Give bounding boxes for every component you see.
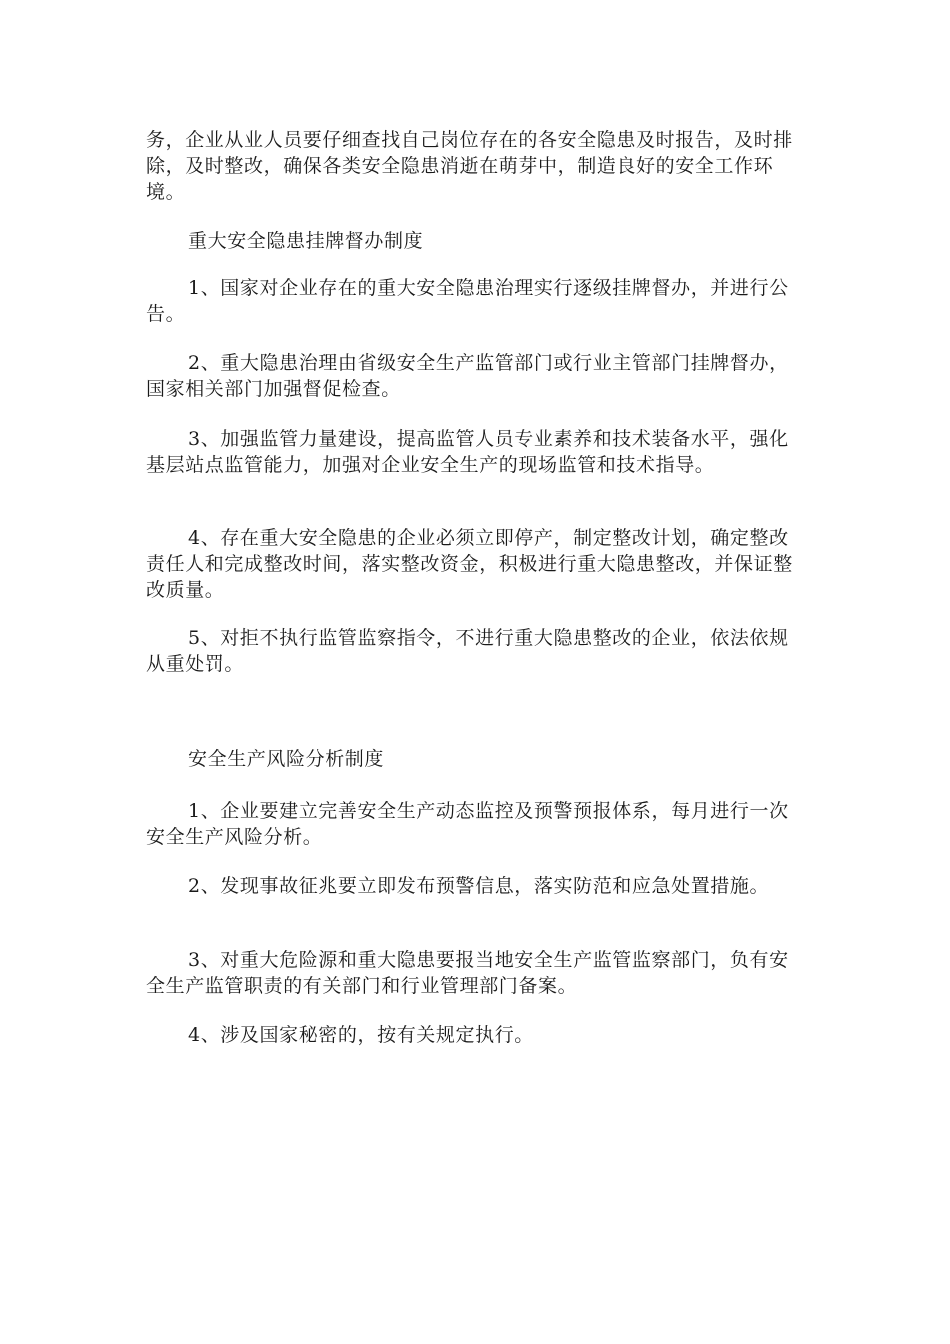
section2-item-3: 3、对重大危险源和重大隐患要报当地安全生产监管监察部门，负有安全生产监管职责的有关部门和行业管理部门备案。: [146, 949, 789, 997]
section2-item-2: 2、发现事故征兆要立即发布预警信息，落实防范和应急处置措施。: [188, 875, 770, 897]
section-heading-major-hazard-supervision: 重大安全隐患挂牌督办制度: [188, 230, 424, 252]
section2-item-4: 4、涉及国家秘密的，按有关规定执行。: [188, 1024, 534, 1046]
intro-paragraph: 务，企业从业人员要仔细查找自己岗位存在的各安全隐患及时报告，及时排除，及时整改，确保各类安全隐患消逝在萌芽中，制造良好的安全工作环境。: [146, 129, 793, 203]
section2-item-1: 1、企业要建立完善安全生产动态监控及预警预报体系，每月进行一次安全生产风险分析。: [146, 800, 789, 848]
section1-item-4: 4、存在重大安全隐患的企业必须立即停产，制定整改计划，确定整改责任人和完成整改时间，落实整改资金，积极进行重大隐患整改，并保证整改质量。: [146, 527, 793, 601]
section1-item-3: 3、加强监管力量建设，提高监管人员专业素养和技术装备水平，强化基层站点监管能力，加强对企业安全生产的现场监管和技术指导。: [146, 428, 789, 476]
section1-item-1: 1、国家对企业存在的重大安全隐患治理实行逐级挂牌督办，并进行公告。: [146, 277, 789, 325]
section-heading-risk-analysis: 安全生产风险分析制度: [188, 748, 385, 770]
section1-item-2: 2、重大隐患治理由省级安全生产监管部门或行业主管部门挂牌督办，国家相关部门加强督促检查。: [146, 352, 789, 400]
section1-item-5: 5、对拒不执行监管监察指令，不进行重大隐患整改的企业，依法依规从重处罚。: [146, 627, 789, 675]
